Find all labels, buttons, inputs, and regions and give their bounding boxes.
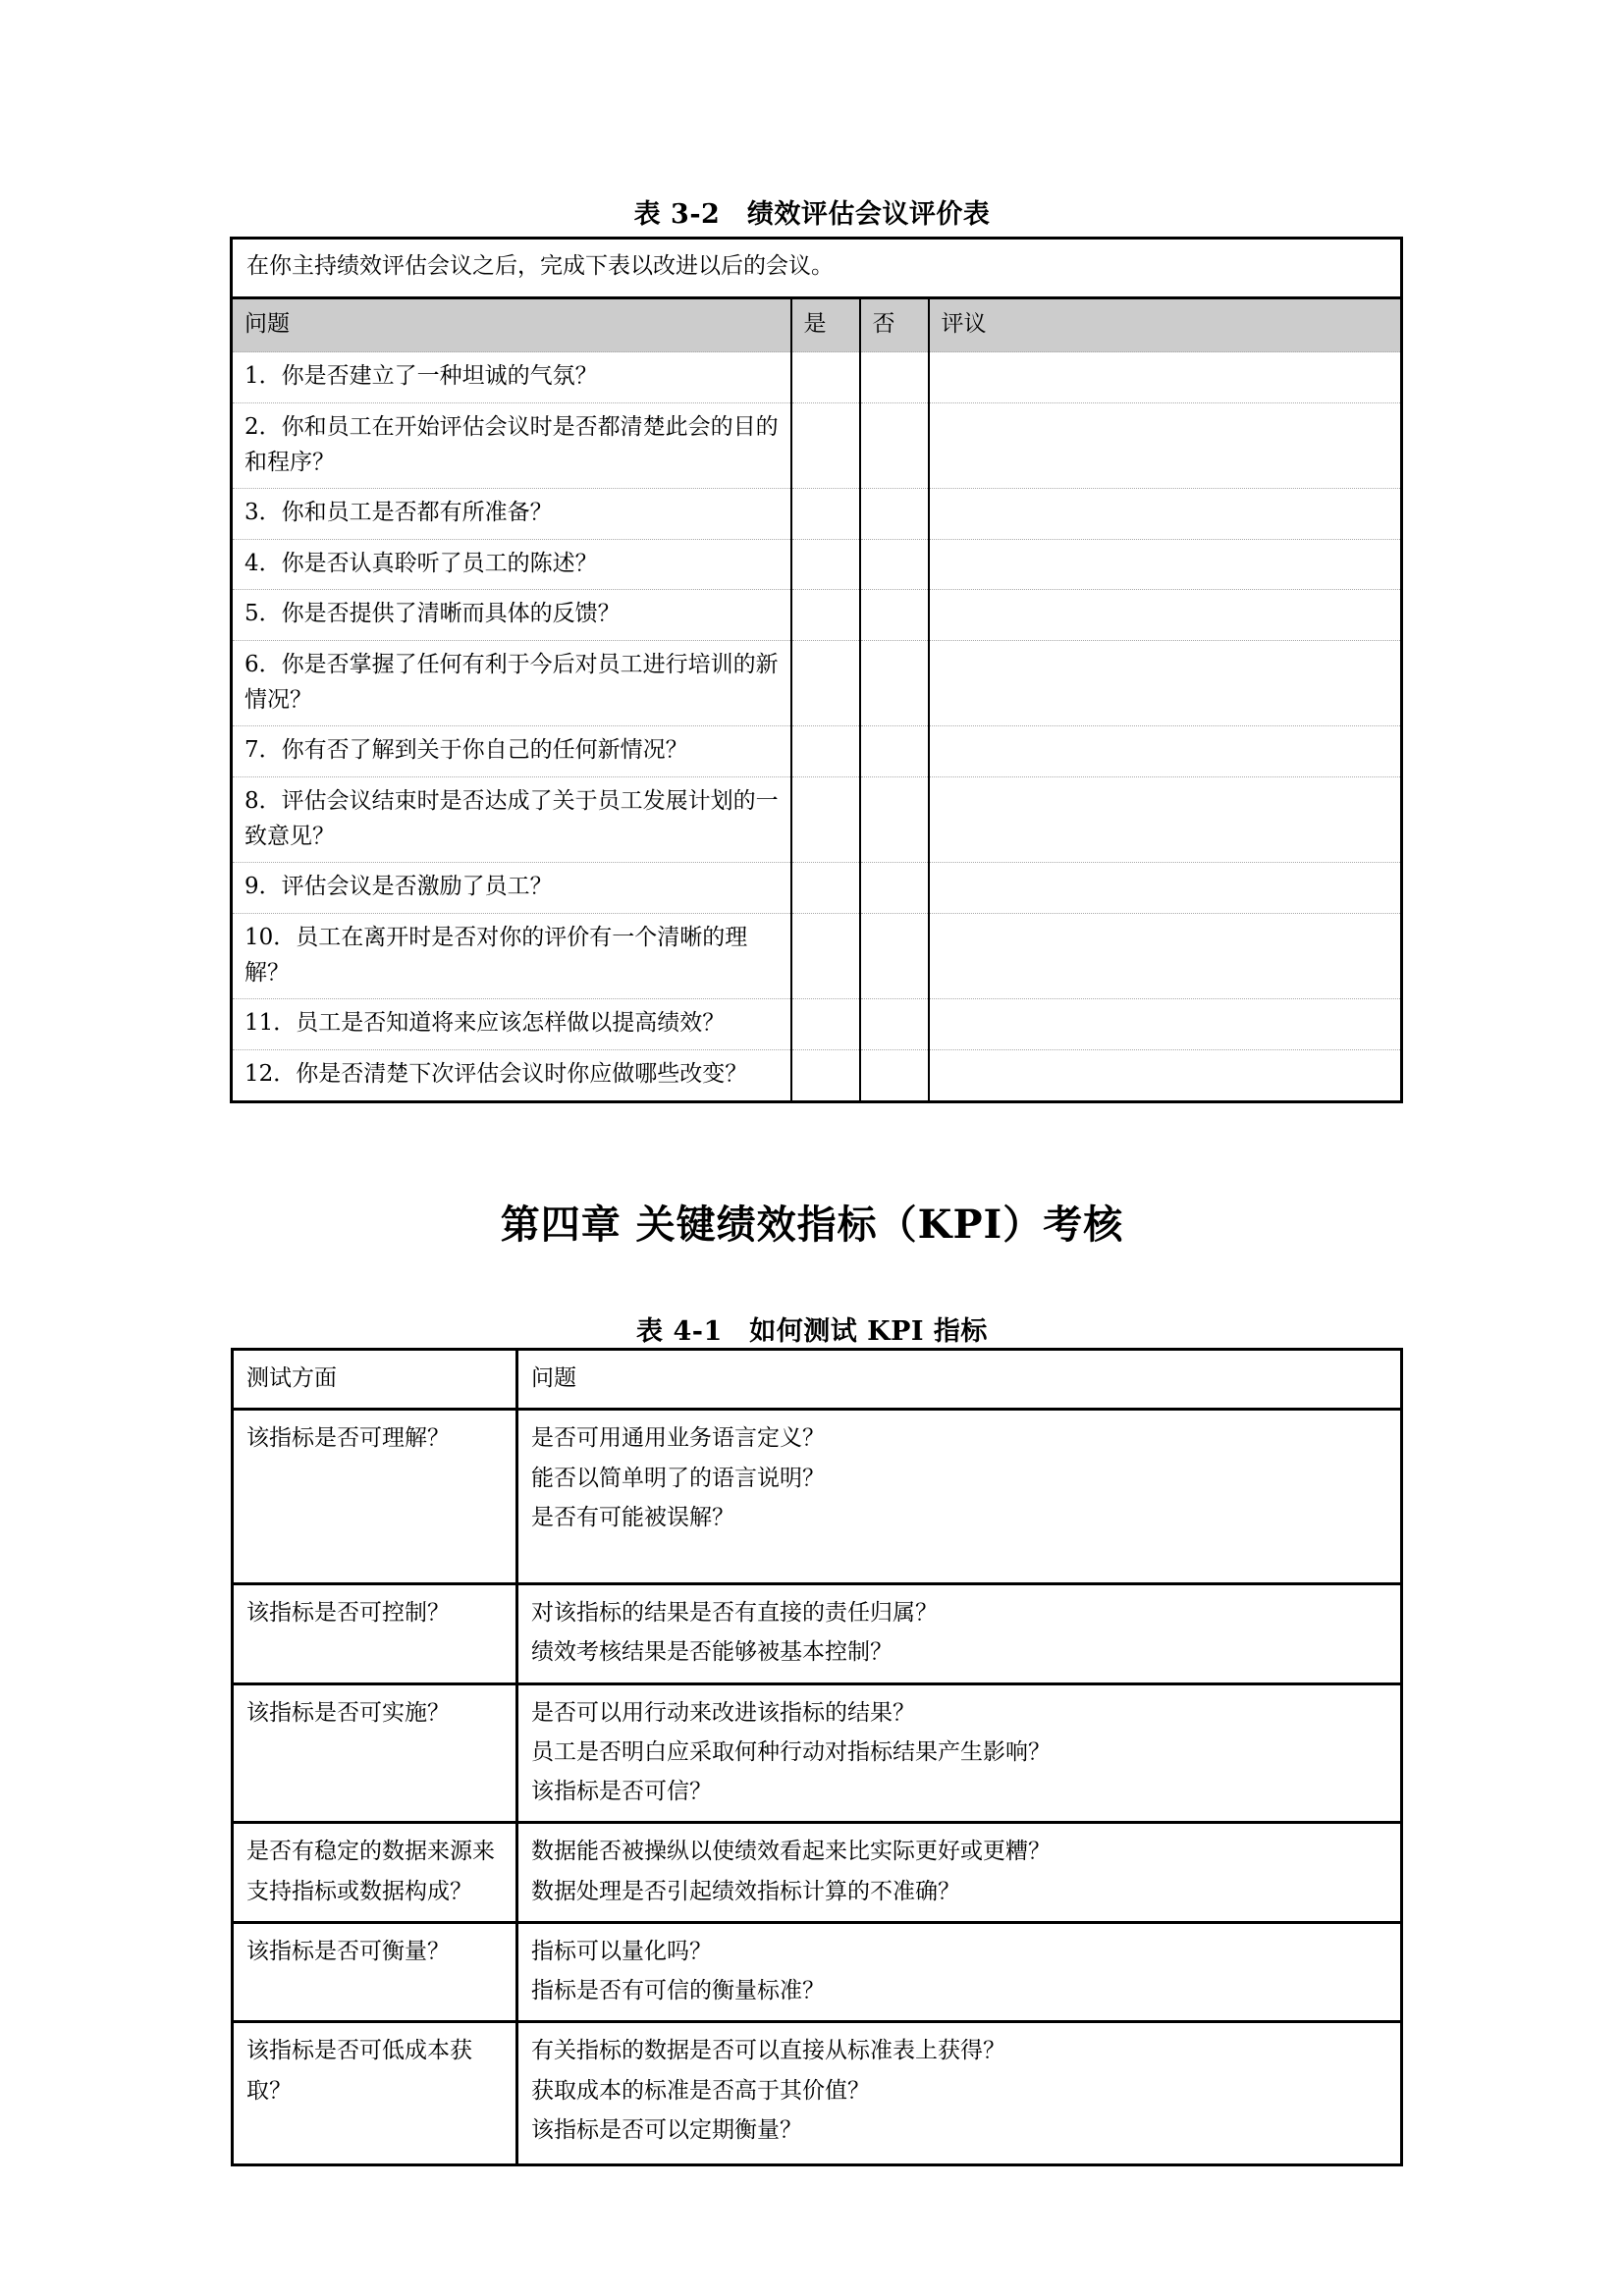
question-text: 7．你有否了解到关于你自己的任何新情况？ — [232, 726, 791, 777]
question-line: 指标是否有可信的衡量标准？ — [531, 1978, 825, 2003]
question-line: 有关指标的数据是否可以直接从标准表上获得？ — [531, 2038, 1005, 2064]
comment-cell[interactable] — [929, 539, 1402, 590]
table-row — [232, 489, 1402, 540]
no-cell[interactable] — [860, 999, 929, 1050]
questions-cell — [517, 1683, 1402, 1823]
no-cell[interactable] — [860, 402, 929, 488]
yes-cell[interactable] — [791, 913, 860, 998]
question-line: 该指标是否可信？ — [531, 1779, 712, 1804]
questions-cell — [517, 1823, 1402, 1923]
table-row — [232, 1049, 1402, 1101]
table-row — [233, 1410, 1402, 1584]
chapter-heading: 第四章 关键绩效指标（KPI）考核 — [500, 1201, 1124, 1248]
yes-cell[interactable] — [791, 726, 860, 777]
table-intro-text: 在你主持绩效评估会议之后，完成下表以改进以后的会议。 — [232, 239, 1402, 298]
column-header-no: 否 — [860, 297, 929, 352]
question-text: 1．你是否建立了一种坦诚的气氛？ — [232, 352, 791, 403]
yes-cell[interactable] — [791, 777, 860, 863]
table-row — [232, 777, 1402, 863]
comment-cell[interactable] — [929, 777, 1402, 863]
aspect-cell: 该指标是否可实施？ — [233, 1683, 517, 1823]
no-cell[interactable] — [860, 539, 929, 590]
no-cell[interactable] — [860, 1049, 929, 1101]
table-row — [232, 352, 1402, 403]
table-intro-row — [232, 239, 1402, 298]
comment-cell[interactable] — [929, 590, 1402, 641]
comment-cell[interactable] — [929, 641, 1402, 726]
question-line: 数据能否被操纵以使绩效看起来比实际更好或更糟？ — [531, 1839, 1051, 1865]
table-row — [232, 726, 1402, 777]
table-header-row — [233, 1350, 1402, 1410]
table-header-row — [232, 297, 1402, 352]
no-cell[interactable] — [860, 777, 929, 863]
question-line: 对该指标的结果是否有直接的责任归属？ — [531, 1600, 938, 1626]
question-line: 获取成本的标准是否高于其价值？ — [531, 2077, 870, 2104]
aspect-cell: 是否有稳定的数据来源来支持指标或数据构成？ — [233, 1823, 517, 1923]
questions-cell — [517, 1922, 1402, 2022]
table-row — [232, 863, 1402, 914]
no-cell[interactable] — [860, 489, 929, 540]
table-row — [233, 1584, 1402, 1684]
question-text: 12．你是否清楚下次评估会议时你应做哪些改变？ — [232, 1049, 791, 1101]
column-header-question: 问题 — [232, 297, 791, 352]
no-cell[interactable] — [860, 913, 929, 998]
question-text: 2．你和员工在开始评估会议时是否都清楚此会的目的和程序？ — [232, 402, 791, 488]
questions-cell — [517, 2022, 1402, 2165]
question-text: 8．评估会议结束时是否达成了关于员工发展计划的一致意见？ — [232, 777, 791, 863]
question-text: 11．员工是否知道将来应该怎样做以提高绩效？ — [232, 999, 791, 1050]
aspect-cell: 该指标是否可低成本获取？ — [233, 2022, 517, 2165]
table-row — [232, 590, 1402, 641]
table-row — [233, 2022, 1402, 2165]
question-line: 是否可以用行动来改进该指标的结果？ — [531, 1699, 915, 1726]
comment-cell[interactable] — [929, 726, 1402, 777]
yes-cell[interactable] — [791, 863, 860, 914]
comment-cell[interactable] — [929, 999, 1402, 1050]
table-row — [232, 913, 1402, 998]
yes-cell[interactable] — [791, 489, 860, 540]
question-line: 指标可以量化吗？ — [531, 1938, 712, 1964]
column-header-yes: 是 — [791, 297, 860, 352]
column-header-aspect: 测试方面 — [233, 1350, 517, 1410]
yes-cell[interactable] — [791, 590, 860, 641]
question-text: 5．你是否提供了清晰而具体的反馈？ — [232, 590, 791, 641]
no-cell[interactable] — [860, 590, 929, 641]
aspect-cell: 该指标是否可理解？ — [233, 1410, 517, 1584]
no-cell[interactable] — [860, 863, 929, 914]
comment-cell[interactable] — [929, 489, 1402, 540]
comment-cell[interactable] — [929, 402, 1402, 488]
table-row — [232, 641, 1402, 726]
table-4-1 — [231, 1348, 1400, 2166]
yes-cell[interactable] — [791, 402, 860, 488]
table-3-2-title: 表 3-2 绩效评估会议评价表 — [633, 199, 991, 230]
question-line: 是否有可能被误解？ — [531, 1504, 734, 1530]
question-text: 4．你是否认真聆听了员工的陈述？ — [232, 539, 791, 590]
yes-cell[interactable] — [791, 999, 860, 1050]
comment-cell[interactable] — [929, 913, 1402, 998]
table-row — [232, 999, 1402, 1050]
table-row — [233, 1922, 1402, 2022]
no-cell[interactable] — [860, 352, 929, 403]
table-3-2 — [230, 237, 1400, 1103]
aspect-cell: 该指标是否可控制？ — [233, 1584, 517, 1684]
question-line: 绩效考核结果是否能够被基本控制？ — [531, 1639, 893, 1666]
table-row — [232, 539, 1402, 590]
comment-cell[interactable] — [929, 1049, 1402, 1101]
yes-cell[interactable] — [791, 539, 860, 590]
question-text: 3．你和员工是否都有所准备？ — [232, 489, 791, 540]
question-text: 9．评估会议是否激励了员工？ — [232, 863, 791, 914]
table-row — [233, 1823, 1402, 1923]
question-line: 数据处理是否引起绩效指标计算的不准确？ — [531, 1878, 960, 1904]
kpi-test-table — [231, 1348, 1403, 2166]
question-line: 能否以简单明了的语言说明？ — [531, 1465, 825, 1491]
question-text: 10．员工在离开时是否对你的评价有一个清晰的理解？ — [232, 913, 791, 998]
questions-cell — [517, 1410, 1402, 1584]
question-line: 员工是否明白应采取何种行动对指标结果产生影响？ — [531, 1738, 1051, 1765]
yes-cell[interactable] — [791, 352, 860, 403]
table-row — [232, 402, 1402, 488]
aspect-cell: 该指标是否可衡量？ — [233, 1922, 517, 2022]
table-row — [233, 1683, 1402, 1823]
yes-cell[interactable] — [791, 1049, 860, 1101]
evaluation-checklist-table — [230, 237, 1403, 1103]
column-header-question: 问题 — [517, 1350, 1402, 1410]
table-4-1-title: 表 4-1 如何测试 KPI 指标 — [636, 1316, 988, 1347]
questions-cell — [517, 1584, 1402, 1684]
question-line: 该指标是否可以定期衡量？ — [531, 2116, 802, 2143]
question-line: 是否可用通用业务语言定义？ — [531, 1425, 825, 1452]
comment-cell[interactable] — [929, 863, 1402, 914]
yes-cell[interactable] — [791, 641, 860, 726]
no-cell[interactable] — [860, 726, 929, 777]
comment-cell[interactable] — [929, 352, 1402, 403]
column-header-comment: 评议 — [929, 297, 1402, 352]
question-text: 6．你是否掌握了任何有利于今后对员工进行培训的新情况？ — [232, 641, 791, 726]
no-cell[interactable] — [860, 641, 929, 726]
